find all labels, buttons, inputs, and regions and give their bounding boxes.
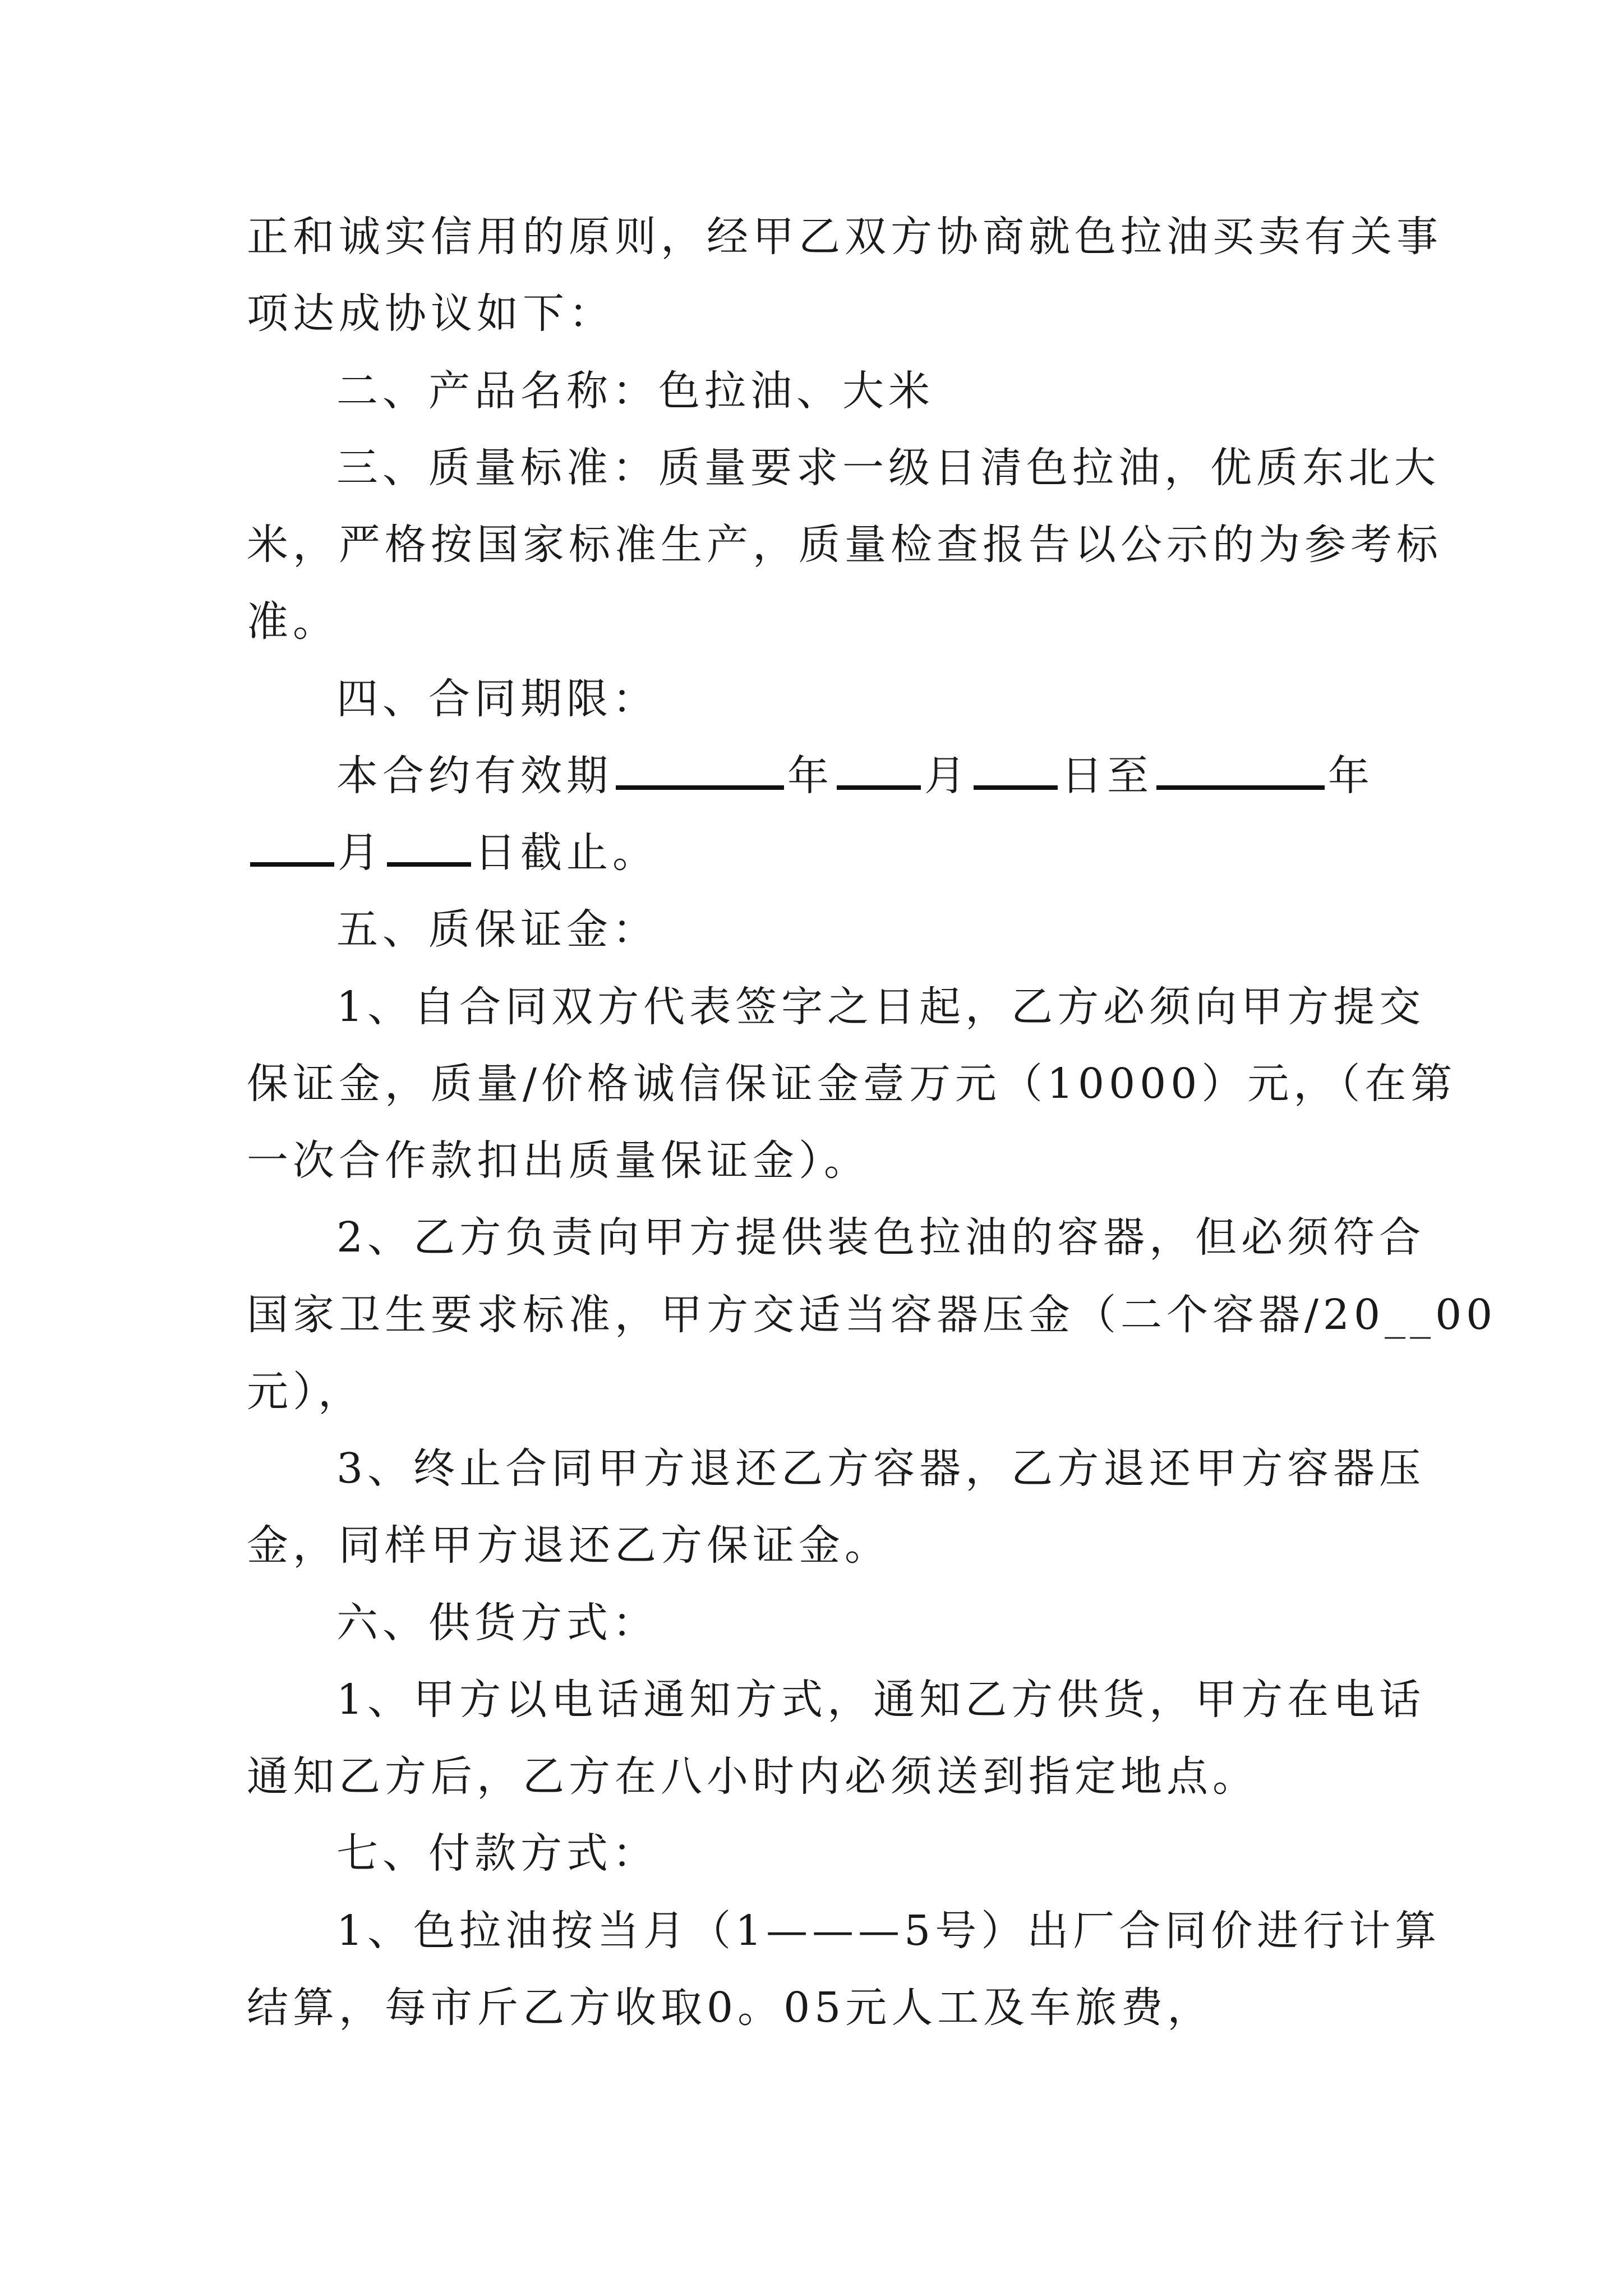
section-heading-deposit: 五、质保证金： — [336, 905, 658, 954]
paragraph-line: 保证金，质量/价格诚信保证金壹万元（10000）元，（在第 — [247, 1060, 1457, 1108]
paragraph-line: 2、乙方负责向甲方提供装色拉油的容器，但必须符合 — [336, 1213, 1426, 1262]
paragraph-line: 1、色拉油按当月（1———5号）出厂合同价进行计算 — [336, 1907, 1441, 1955]
paragraph-line: 正和诚实信用的原则，经甲乙双方协商就色拉油买卖有关事 — [247, 213, 1442, 261]
section-heading-supply: 六、供货方式： — [336, 1599, 658, 1647]
contract-term-line-2 — [247, 825, 658, 881]
term-day-to-label: 日至 — [1061, 752, 1153, 800]
contract-term-line — [336, 748, 1374, 804]
paragraph-line: 元）， — [247, 1368, 364, 1416]
blank-day-end — [387, 829, 471, 867]
paragraph-line: 结算，每市斤乙方收取0。05元人工及车旅费， — [247, 1984, 1214, 2032]
paragraph-line: 准。 — [247, 597, 339, 646]
paragraph-line: 一次合作款扣出质量保证金）。 — [247, 1137, 870, 1185]
paragraph-line: 1、甲方以电话通知方式，通知乙方供货，甲方在电话 — [336, 1676, 1426, 1724]
blank-month-end — [250, 829, 334, 867]
section-heading-term: 四、合同期限： — [336, 675, 658, 723]
blank-year-end — [1156, 752, 1325, 790]
blank-day-start — [974, 752, 1058, 790]
paragraph-line: 金，同样甲方退还乙方保证金。 — [247, 1521, 891, 1570]
term-month-end-label: 月 — [338, 829, 384, 877]
section-heading-payment: 七、付款方式： — [336, 1829, 658, 1878]
term-end-label: 日截止。 — [474, 829, 658, 877]
blank-month-start — [837, 752, 921, 790]
paragraph-line: 米，严格按国家标准生产，质量检查报告以公示的为参考标 — [247, 521, 1442, 569]
paragraph-line: 国家卫生要求标准，甲方交适当容器压金（二个容器/20__00 — [247, 1291, 1497, 1339]
paragraph-line: 3、终止合同甲方退还乙方容器，乙方退还甲方容器压 — [336, 1444, 1426, 1493]
term-year-end-label: 年 — [1328, 752, 1374, 800]
blank-year-start — [616, 752, 784, 790]
term-prefix: 本合约有效期 — [336, 752, 612, 800]
term-year-label: 年 — [787, 752, 833, 800]
paragraph-line: 通知乙方后，乙方在八小时内必须送到指定地点。 — [247, 1752, 1258, 1801]
term-month-label: 月 — [924, 752, 970, 800]
paragraph-line: 1、自合同双方代表签字之日起，乙方必须向甲方提交 — [336, 983, 1426, 1031]
section-heading-product: 二、产品名称：色拉油、大米 — [336, 367, 934, 415]
section-heading-quality: 三、质量标准：质量要求一级日清色拉油，优质东北大 — [336, 444, 1440, 492]
paragraph-line: 项达成协议如下： — [247, 289, 615, 338]
